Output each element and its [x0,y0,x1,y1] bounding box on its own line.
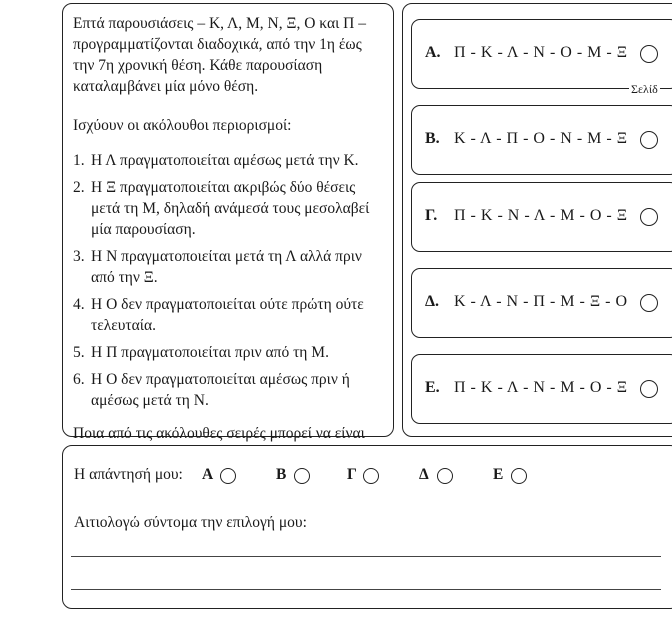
constraint-text: Η Ο δεν πραγματοποιείται αμέσως πριν ή αμέσως μετά τη Ν. [91,371,350,409]
option-radio[interactable] [640,131,658,149]
answer-choice-e[interactable] [493,466,503,484]
constraint-text: Η Ν πραγματοποιείται μετά τη Λ αλλά πριν από την Ξ. [91,248,362,286]
answer-box [62,445,672,609]
constraint-item [73,246,383,288]
option-sequence: Π - Κ - Λ - Ν - Ο - Μ - Ξ [454,44,628,61]
answer-radio[interactable] [437,468,453,484]
answer-choice-a[interactable] [202,466,213,484]
answer-radio[interactable] [220,468,236,484]
constraint-item [73,342,383,363]
constraint-number: 3. [73,248,85,265]
constraint-item [73,150,383,171]
option-radio[interactable] [640,380,658,398]
answer-choice-letter: Δ [419,466,429,483]
constraint-number: 2. [73,179,85,196]
answer-choice-letter: Ε [493,466,504,483]
constraint-item [73,369,383,411]
constraints-list [73,150,383,411]
constraint-text: Η Ξ πραγματοποιείται ακριβώς δύο θέσεις μετά τη Μ, δηλαδή ανάμεσά τους μεσολαβεί μία παρουσίαση. [91,179,370,238]
option-radio[interactable] [640,294,658,312]
answer-line[interactable] [71,556,661,557]
answer-label: Η απάντησή μου: [74,466,183,483]
option-sequence: Κ - Λ - Π - Ο - Ν - Μ - Ξ [454,130,628,147]
option-sequence: Π - Κ - Λ - Ν - Μ - Ο - Ξ [454,379,628,396]
option-letter: Δ. [425,293,440,310]
option-radio[interactable] [640,208,658,226]
option-sequence: Π - Κ - Ν - Λ - Μ - Ο - Ξ [454,207,628,224]
answer-line[interactable] [71,589,661,590]
answer-choice-letter: Α [202,466,214,483]
constraint-text: Η Λ πραγματοποιείται αμέσως μετά την Κ. [91,152,359,169]
answer-radio[interactable] [511,468,527,484]
option-letter: Ε. [425,379,440,396]
constraint-text: Η Π πραγματοποιείται πριν από τη Μ. [91,344,329,361]
option-sequence: Κ - Λ - Ν - Π - Μ - Ξ - Ο [454,293,628,310]
answer-choice-b[interactable] [276,466,286,484]
constraint-item [73,294,383,336]
answer-choice-letter: Γ [347,466,357,483]
problem-box [62,3,394,442]
answer-radio[interactable] [294,468,310,484]
constraints-title: Ισχύουν οι ακόλουθοι περιορισμοί: [73,117,292,134]
answer-radio[interactable] [363,468,379,484]
option-letter: Α. [425,44,441,61]
option-letter: Γ. [425,207,438,224]
option-radio[interactable] [640,45,658,63]
option-b[interactable] [411,105,672,175]
option-letter: Β. [425,130,440,147]
constraint-number: 1. [73,152,85,169]
constraint-text: Η Ο δεν πραγματοποιείται ούτε πρώτη ούτε τελευταία. [91,296,364,334]
option-d[interactable] [411,268,672,338]
justify-label: Αιτιολογώ σύντομα την επιλογή μου: [74,514,307,531]
option-e[interactable] [411,354,672,424]
answer-choice-letter: Β [276,466,287,483]
option-a[interactable] [411,19,672,89]
page-tab: Σελίδ [631,82,658,96]
question-text: Ποια από τις ακόλουθες σειρές μπορεί να είναι [73,425,365,442]
constraint-number: 4. [73,296,85,313]
problem-intro: Επτά παρουσιάσεις – Κ, Λ, Μ, Ν, Ξ, Ο και Π – προγραμματίζονται διαδοχικά, από την 1η έως την 7η χρονική θέση. Κάθε παρουσίαση καταλαμβάνει μία μόνο θέση. [73,15,366,95]
answer-choice-d[interactable] [419,466,429,484]
option-c[interactable] [411,182,672,252]
constraint-item [73,177,383,240]
constraint-number: 6. [73,371,85,388]
options-box [402,3,672,437]
constraint-number: 5. [73,344,85,361]
answer-choice-c[interactable] [347,466,357,484]
